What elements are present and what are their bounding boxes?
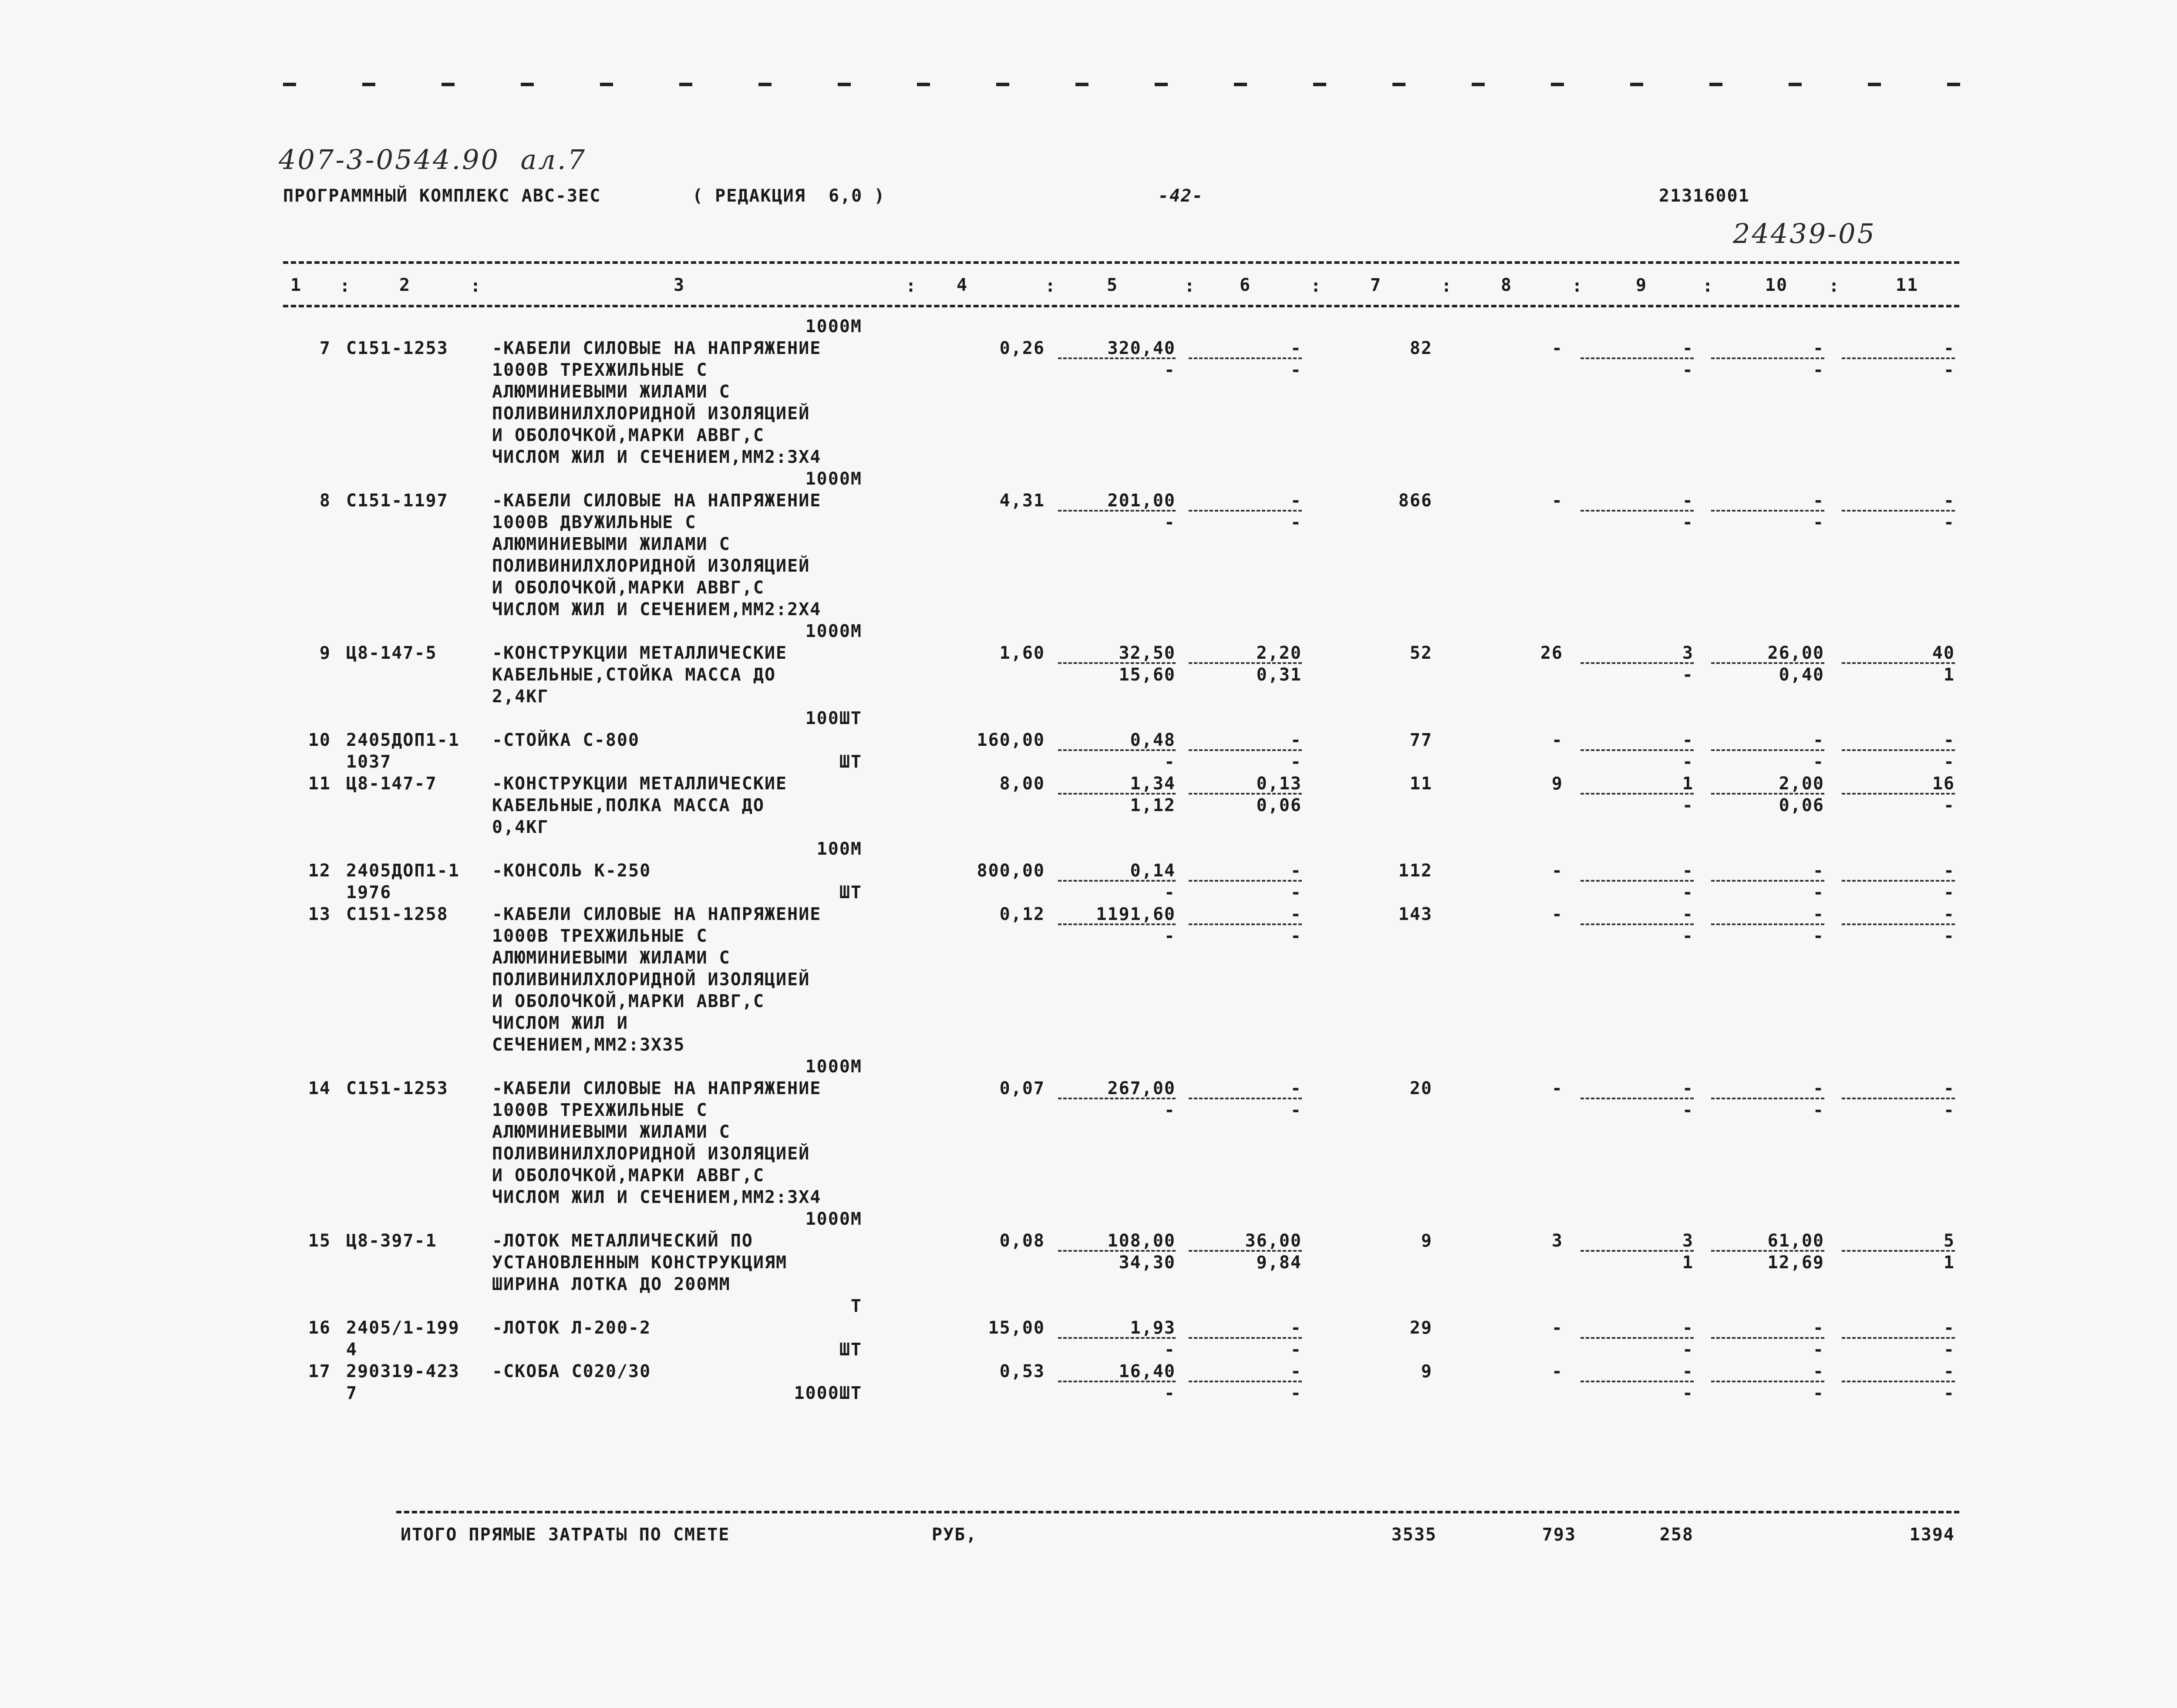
column-header-4: 4 — [956, 275, 968, 295]
unit-label: 100ШТ — [805, 708, 862, 728]
top-dash — [1472, 83, 1485, 86]
description-line: -КАБЕЛИ СИЛОВЫЕ НА НАПРЯЖЕНИЕ — [492, 491, 822, 511]
row-code-cont: 1976 — [346, 883, 392, 903]
cell-col5: 1,34 — [1130, 774, 1176, 794]
cell-col7: 143 — [1398, 904, 1432, 924]
cell-col9-sub: - — [1682, 795, 1694, 815]
top-dash — [441, 83, 455, 86]
total-col7: 3535 — [1391, 1525, 1437, 1545]
cell-col11-sub: - — [1943, 360, 1955, 380]
cell-col8: - — [1551, 730, 1563, 750]
cell-col11: - — [1943, 904, 1955, 924]
cell-col6-sub: - — [1290, 926, 1302, 946]
cell-col6-sub: - — [1290, 1100, 1302, 1120]
cell-col7: 866 — [1398, 491, 1432, 511]
cell-col4: 15,00 — [988, 1318, 1045, 1338]
cell-col6: - — [1290, 1361, 1302, 1381]
column-header-9: 9 — [1635, 275, 1648, 295]
cell-col9: - — [1682, 730, 1694, 750]
cell-col11: - — [1943, 338, 1955, 358]
cell-col7: 112 — [1398, 861, 1432, 881]
cell-col7: 11 — [1409, 774, 1432, 794]
cell-col7: 52 — [1409, 643, 1432, 663]
cell-col9: - — [1682, 1318, 1694, 1338]
cell-col8: - — [1551, 1078, 1563, 1098]
cell-col5: 108,00 — [1107, 1231, 1176, 1251]
row-code-cont: 1037 — [346, 752, 392, 772]
cell-col8: - — [1551, 1361, 1563, 1381]
cell-col5-sub: - — [1164, 752, 1176, 772]
cell-col5-sub: 15,60 — [1119, 665, 1176, 685]
cell-col9-sub: 1 — [1682, 1253, 1694, 1273]
column-separator: : — [1572, 276, 1584, 296]
cell-col7: 20 — [1409, 1078, 1432, 1098]
cell-col4: 160,00 — [977, 730, 1045, 750]
top-dash — [600, 83, 613, 86]
edition-label: ( РЕДАКЦИЯ 6,0 ) — [692, 186, 886, 206]
cell-col10-sub: - — [1813, 512, 1824, 532]
total-currency: РУБ, — [932, 1525, 977, 1545]
cell-col4: 0,07 — [999, 1078, 1045, 1098]
cell-col5: 0,48 — [1130, 730, 1176, 750]
column-separator: : — [906, 276, 917, 296]
description-line: -КОНСТРУКЦИИ МЕТАЛЛИЧЕСКИЕ — [492, 774, 788, 794]
description-line: -СТОЙКА С-800 — [492, 730, 640, 750]
cell-col5-sub: 1,12 — [1130, 795, 1176, 815]
cell-col10-sub: 0,06 — [1779, 795, 1824, 815]
top-dash — [362, 83, 375, 86]
cell-col9-sub: - — [1682, 752, 1694, 772]
description-line: 2,4КГ — [492, 687, 549, 707]
cell-col5: 320,40 — [1107, 338, 1176, 358]
unit-label: 1000М — [805, 317, 862, 337]
description-line: ЧИСЛОМ ЖИЛ И СЕЧЕНИЕМ,ММ2:3Х4 — [492, 447, 822, 467]
cell-col10-sub: - — [1813, 1383, 1824, 1403]
unit-label: 1000М — [805, 1209, 862, 1229]
cell-col8: - — [1551, 491, 1563, 511]
cell-col8: - — [1551, 1318, 1563, 1338]
cell-col9-sub: - — [1682, 512, 1694, 532]
cell-col6-sub: 0,31 — [1256, 665, 1302, 685]
row-number: 15 — [308, 1231, 331, 1251]
top-dash — [1551, 83, 1564, 86]
cell-col7: 82 — [1409, 338, 1432, 358]
cell-col8: 9 — [1551, 774, 1563, 794]
cell-col7: 9 — [1421, 1361, 1432, 1381]
unit-label: 100М — [816, 839, 862, 859]
cell-col6-sub: - — [1290, 752, 1302, 772]
top-dash — [1234, 83, 1247, 86]
cell-col8: 3 — [1551, 1231, 1563, 1251]
total-rule — [396, 1511, 1959, 1513]
top-dash — [838, 83, 851, 86]
cell-col5-sub: - — [1164, 883, 1176, 903]
cell-col4: 1,60 — [999, 643, 1045, 663]
row-code: 2405/1-199 — [346, 1318, 460, 1338]
cell-col5: 1191,60 — [1096, 904, 1176, 924]
row-number: 12 — [308, 861, 331, 881]
description-line: -СКОБА С020/30 — [492, 1361, 651, 1381]
cell-col4: 0,53 — [999, 1361, 1045, 1381]
row-code: 2405ДОП1-1 — [346, 861, 460, 881]
top-dash — [283, 83, 296, 86]
cell-col9: - — [1682, 1361, 1694, 1381]
cell-col6-sub: 0,06 — [1256, 795, 1302, 815]
row-number: 8 — [319, 491, 331, 511]
cell-col6-sub: - — [1290, 1383, 1302, 1403]
header-bottom-rule — [283, 305, 1959, 307]
cell-col6-sub: 9,84 — [1256, 1253, 1302, 1273]
top-dash — [1313, 83, 1326, 86]
cell-col11: - — [1943, 1318, 1955, 1338]
top-dash — [1630, 83, 1643, 86]
cell-col10: - — [1813, 491, 1824, 511]
cell-col9: 1 — [1682, 774, 1694, 794]
description-line: УСТАНОВЛЕННЫМ КОНСТРУКЦИЯМ — [492, 1253, 788, 1273]
top-dash — [996, 83, 1009, 86]
cell-col11-sub: - — [1943, 1100, 1955, 1120]
unit-label: ШТ — [839, 752, 862, 772]
top-dash — [917, 83, 930, 86]
cell-col11-sub: 1 — [1943, 1253, 1955, 1273]
row-code: С151-1253 — [346, 1078, 448, 1098]
cell-col6: - — [1290, 1078, 1302, 1098]
cell-col11-sub: - — [1943, 926, 1955, 946]
description-line: -КАБЕЛИ СИЛОВЫЕ НА НАПРЯЖЕНИЕ — [492, 1078, 822, 1098]
description-line: КАБЕЛЬНЫЕ,СТОЙКА МАССА ДО — [492, 665, 776, 685]
column-separator: : — [1702, 276, 1714, 296]
row-number: 7 — [319, 338, 331, 358]
cell-col6: 2,20 — [1256, 643, 1302, 663]
handwritten-reference: 407-3-0544.90 ал.7 — [279, 144, 587, 175]
total-label: ИТОГО ПРЯМЫЕ ЗАТРАТЫ ПО СМЕТЕ — [401, 1525, 730, 1545]
description-line: 1000В ТРЕХЖИЛЬНЫЕ С — [492, 1100, 708, 1120]
cell-col11-sub: - — [1943, 1340, 1955, 1360]
cell-col9: 3 — [1682, 643, 1694, 663]
description-line: -КОНСТРУКЦИИ МЕТАЛЛИЧЕСКИЕ — [492, 643, 788, 663]
cell-col6: - — [1290, 730, 1302, 750]
cell-col11: 16 — [1932, 774, 1955, 794]
total-col9: 258 — [1659, 1525, 1694, 1545]
row-code: С151-1197 — [346, 491, 448, 511]
cell-col5: 16,40 — [1119, 1361, 1176, 1381]
row-number: 17 — [308, 1361, 331, 1381]
cell-col10-sub: 0,40 — [1779, 665, 1824, 685]
row-number: 10 — [308, 730, 331, 750]
description-line: КАБЕЛЬНЫЕ,ПОЛКА МАССА ДО — [492, 795, 765, 815]
cell-col6: - — [1290, 861, 1302, 881]
top-dash — [1392, 83, 1405, 86]
row-code-cont: 7 — [346, 1383, 358, 1403]
cell-col10-sub: - — [1813, 926, 1824, 946]
cell-col4: 800,00 — [977, 861, 1045, 881]
column-separator: : — [1441, 276, 1453, 296]
column-separator: : — [340, 276, 351, 296]
cell-col9: - — [1682, 861, 1694, 881]
cell-col5-sub: - — [1164, 1100, 1176, 1120]
cell-col10: - — [1813, 338, 1824, 358]
cell-col5: 32,50 — [1119, 643, 1176, 663]
description-line: ШИРИНА ЛОТКА ДО 200ММ — [492, 1274, 731, 1294]
description-line: ПОЛИВИНИЛХЛОРИДНОЙ ИЗОЛЯЦИЕЙ — [492, 556, 810, 576]
cell-col5: 0,14 — [1130, 861, 1176, 881]
top-dash — [1947, 83, 1960, 86]
cell-col9: - — [1682, 1078, 1694, 1098]
description-line: ЧИСЛОМ ЖИЛ И — [492, 1013, 628, 1033]
cell-col11: - — [1943, 491, 1955, 511]
cell-col10-sub: - — [1813, 360, 1824, 380]
cell-col5-sub: - — [1164, 926, 1176, 946]
cell-col11-sub: - — [1943, 1383, 1955, 1403]
description-line: -КАБЕЛИ СИЛОВЫЕ НА НАПРЯЖЕНИЕ — [492, 338, 822, 358]
cell-col6: 36,00 — [1245, 1231, 1302, 1251]
description-line: -КОНСОЛЬ К-250 — [492, 861, 651, 881]
cell-col11-sub: - — [1943, 512, 1955, 532]
description-line: АЛЮМИНИЕВЫМИ ЖИЛАМИ С — [492, 382, 731, 402]
cell-col10: 61,00 — [1767, 1231, 1824, 1251]
cell-col7: 77 — [1409, 730, 1432, 750]
cell-col10: - — [1813, 1361, 1824, 1381]
cell-col9: - — [1682, 904, 1694, 924]
top-dash — [1075, 83, 1088, 86]
cell-col4: 8,00 — [999, 774, 1045, 794]
cell-col8: - — [1551, 338, 1563, 358]
cell-col11: - — [1943, 730, 1955, 750]
column-separator: : — [1184, 276, 1196, 296]
row-code: 290319-423 — [346, 1361, 460, 1381]
cell-col9-sub: - — [1682, 1383, 1694, 1403]
column-header-7: 7 — [1370, 275, 1382, 295]
description-line: ЧИСЛОМ ЖИЛ И СЕЧЕНИЕМ,ММ2:2Х4 — [492, 600, 822, 620]
cell-col8: - — [1551, 861, 1563, 881]
cell-col10-sub: - — [1813, 883, 1824, 903]
cell-col8: - — [1551, 904, 1563, 924]
cell-col10-sub: - — [1813, 1340, 1824, 1360]
unit-label: ШТ — [839, 1340, 862, 1360]
cell-col11-sub: - — [1943, 883, 1955, 903]
description-line: ПОЛИВИНИЛХЛОРИДНОЙ ИЗОЛЯЦИЕЙ — [492, 970, 810, 990]
row-code: Ц8-147-7 — [346, 774, 437, 794]
cell-col4: 0,12 — [999, 904, 1045, 924]
description-line: ПОЛИВИНИЛХЛОРИДНОЙ ИЗОЛЯЦИЕЙ — [492, 404, 810, 424]
column-separator: : — [1311, 276, 1322, 296]
cell-col10-sub: 12,69 — [1767, 1253, 1824, 1273]
unit-label: 1000ШТ — [794, 1383, 862, 1403]
cell-col4: 4,31 — [999, 491, 1045, 511]
row-number: 14 — [308, 1078, 331, 1098]
cell-col9: - — [1682, 338, 1694, 358]
cell-col11: - — [1943, 1078, 1955, 1098]
top-dash — [679, 83, 692, 86]
unit-label: Т — [850, 1296, 862, 1316]
top-dash — [1789, 83, 1802, 86]
page-number: -42- — [1158, 186, 1204, 206]
header-top-rule — [283, 261, 1959, 264]
cell-col9: 3 — [1682, 1231, 1694, 1251]
description-line: СЕЧЕНИЕМ,ММ2:3Х35 — [492, 1035, 685, 1055]
top-dash — [1868, 83, 1881, 86]
cell-col10: - — [1813, 730, 1824, 750]
cell-col10: - — [1813, 1078, 1824, 1098]
cell-col9-sub: - — [1682, 883, 1694, 903]
description-line: ЧИСЛОМ ЖИЛ И СЕЧЕНИЕМ,ММ2:3Х4 — [492, 1187, 822, 1207]
column-header-11: 11 — [1895, 275, 1919, 295]
cell-col10-sub: - — [1813, 752, 1824, 772]
document-number: 21316001 — [1659, 186, 1750, 206]
description-line: 1000В ТРЕХЖИЛЬНЫЕ С — [492, 926, 708, 946]
top-dash — [758, 83, 772, 86]
cell-col10: 26,00 — [1767, 643, 1824, 663]
cell-col6: - — [1290, 491, 1302, 511]
description-line: 1000В ДВУЖИЛЬНЫЕ С — [492, 512, 697, 532]
cell-col5: 267,00 — [1107, 1078, 1176, 1098]
cell-col10: - — [1813, 1318, 1824, 1338]
row-code: Ц8-147-5 — [346, 643, 437, 663]
cell-col9-sub: - — [1682, 926, 1694, 946]
cell-col6: 0,13 — [1256, 774, 1302, 794]
cell-col9-sub: - — [1682, 665, 1694, 685]
row-number: 11 — [308, 774, 331, 794]
row-code-cont: 4 — [346, 1340, 358, 1360]
cell-col9-sub: - — [1682, 1340, 1694, 1360]
cell-col10: - — [1813, 861, 1824, 881]
column-header-3: 3 — [673, 275, 685, 295]
row-code: Ц8-397-1 — [346, 1231, 437, 1251]
cell-col11-sub: 1 — [1943, 665, 1955, 685]
cell-col5-sub: 34,30 — [1119, 1253, 1176, 1273]
cell-col5-sub: - — [1164, 360, 1176, 380]
row-number: 16 — [308, 1318, 331, 1338]
total-col11: 1394 — [1909, 1525, 1955, 1545]
cell-col5: 201,00 — [1107, 491, 1176, 511]
cell-col9-sub: - — [1682, 1100, 1694, 1120]
program-name: ПРОГРАММНЫЙ КОМПЛЕКС АВС-3ЕС — [283, 186, 601, 206]
cell-col6-sub: - — [1290, 360, 1302, 380]
column-header-5: 5 — [1106, 275, 1119, 295]
row-code: С151-1258 — [346, 904, 448, 924]
cell-col9: - — [1682, 491, 1694, 511]
cell-col5: 1,93 — [1130, 1318, 1176, 1338]
row-code: С151-1253 — [346, 338, 448, 358]
column-header-8: 8 — [1500, 275, 1513, 295]
cell-col5-sub: - — [1164, 1383, 1176, 1403]
column-separator: : — [470, 276, 482, 296]
cell-col4: 0,08 — [999, 1231, 1045, 1251]
cell-col6: - — [1290, 338, 1302, 358]
cell-col6-sub: - — [1290, 1340, 1302, 1360]
top-dash — [1709, 83, 1722, 86]
description-line: И ОБОЛОЧКОЙ,МАРКИ АВВГ,С — [492, 578, 765, 598]
column-separator: : — [1045, 276, 1057, 296]
top-dash — [521, 83, 534, 86]
description-line: АЛЮМИНИЕВЫМИ ЖИЛАМИ С — [492, 1122, 731, 1142]
column-header-10: 10 — [1765, 275, 1788, 295]
cell-col4: 0,26 — [999, 338, 1045, 358]
cell-col10: - — [1813, 904, 1824, 924]
description-line: АЛЮМИНИЕВЫМИ ЖИЛАМИ С — [492, 948, 731, 968]
description-line: И ОБОЛОЧКОЙ,МАРКИ АВВГ,С — [492, 991, 765, 1011]
row-number: 13 — [308, 904, 331, 924]
cell-col7: 9 — [1421, 1231, 1432, 1251]
cell-col5-sub: - — [1164, 512, 1176, 532]
description-line: 1000В ТРЕХЖИЛЬНЫЕ С — [492, 360, 708, 380]
description-line: И ОБОЛОЧКОЙ,МАРКИ АВВГ,С — [492, 1166, 765, 1186]
unit-label: ШТ — [839, 883, 862, 903]
description-line: АЛЮМИНИЕВЫМИ ЖИЛАМИ С — [492, 534, 731, 554]
column-header-1: 1 — [290, 275, 302, 295]
handwritten-code: 24439-05 — [1733, 218, 1877, 249]
unit-label: 1000М — [805, 469, 862, 489]
cell-col11-sub: - — [1943, 795, 1955, 815]
cell-col6: - — [1290, 904, 1302, 924]
cell-col11-sub: - — [1943, 752, 1955, 772]
cell-col8: 26 — [1540, 643, 1563, 663]
unit-label: 1000М — [805, 1057, 862, 1077]
row-number: 9 — [319, 643, 331, 663]
description-line: ПОЛИВИНИЛХЛОРИДНОЙ ИЗОЛЯЦИЕЙ — [492, 1144, 810, 1164]
total-col8: 793 — [1542, 1525, 1576, 1545]
cell-col9-sub: - — [1682, 360, 1694, 380]
column-header-6: 6 — [1239, 275, 1251, 295]
cell-col11: - — [1943, 1361, 1955, 1381]
cell-col11: - — [1943, 861, 1955, 881]
cell-col6: - — [1290, 1318, 1302, 1338]
cell-col11: 40 — [1932, 643, 1955, 663]
unit-label: 1000М — [805, 621, 862, 641]
description-line: -ЛОТОК МЕТАЛЛИЧЕСКИЙ ПО — [492, 1231, 753, 1251]
top-dash — [1155, 83, 1168, 86]
description-line: 0,4КГ — [492, 817, 549, 837]
cell-col10-sub: - — [1813, 1100, 1824, 1120]
row-code: 2405ДОП1-1 — [346, 730, 460, 750]
cell-col6-sub: - — [1290, 512, 1302, 532]
cell-col5-sub: - — [1164, 1340, 1176, 1360]
description-line: -КАБЕЛИ СИЛОВЫЕ НА НАПРЯЖЕНИЕ — [492, 904, 822, 924]
cell-col7: 29 — [1409, 1318, 1432, 1338]
column-separator: : — [1829, 276, 1840, 296]
cell-col6-sub: - — [1290, 883, 1302, 903]
description-line: -ЛОТОК Л-200-2 — [492, 1318, 651, 1338]
cell-col11: 5 — [1943, 1231, 1955, 1251]
cell-col10: 2,00 — [1779, 774, 1824, 794]
description-line: И ОБОЛОЧКОЙ,МАРКИ АВВГ,С — [492, 425, 765, 445]
column-header-2: 2 — [399, 275, 411, 295]
